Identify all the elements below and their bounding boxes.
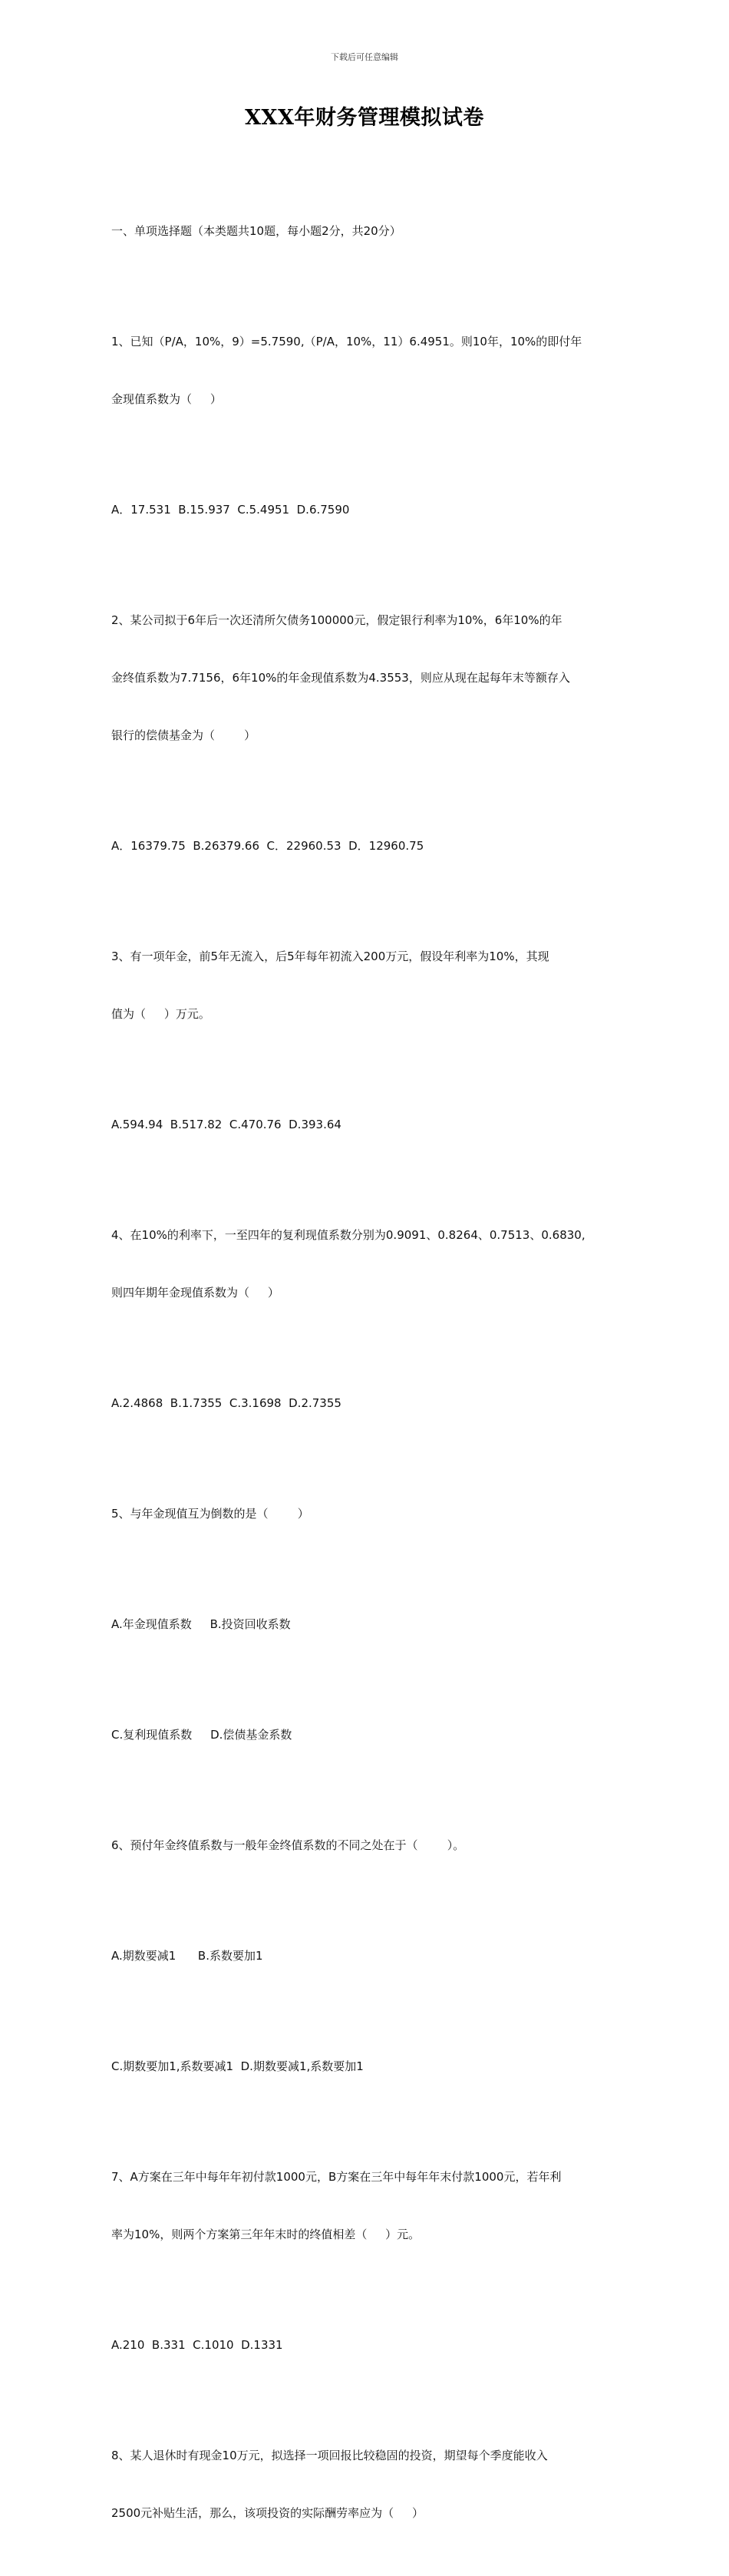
question-6-options-row-2	[111, 2019, 622, 2115]
question-2-line-1: 2、某公司拟于6年后一次还清所欠债务100000元，假定银行利率为10%，6年10%的年	[111, 613, 562, 627]
question-5-options-text-2: C.复利现值系数 D.偿债基金系数	[111, 1728, 292, 1742]
question-8	[111, 2408, 622, 2561]
question-3	[111, 909, 622, 1062]
question-2	[111, 573, 622, 784]
question-5-options-row-2	[111, 1687, 622, 1783]
document-title: XXX年财务管理模拟试卷	[245, 106, 484, 130]
question-4	[111, 1187, 622, 1341]
question-5	[111, 1466, 622, 1562]
question-6	[111, 1798, 622, 1894]
question-6-options-row-1	[111, 1908, 622, 2004]
question-7	[111, 2129, 622, 2283]
question-5-line-1: 5、与年金现值互为倒数的是（ ）	[111, 1507, 309, 1521]
question-7-line-2: 率为10%，则两个方案第三年年末时的终值相差（ ）元。	[111, 2228, 421, 2241]
question-7-line-1: 7、A方案在三年中每年年初付款1000元，B方案在三年中每年年末付款1000元，若年利	[111, 2170, 562, 2184]
question-3-options	[111, 1077, 622, 1173]
question-2-options	[111, 798, 622, 894]
question-5-options-text-1: A.年金现值系数 B.投资回收系数	[111, 1617, 291, 1631]
question-4-options	[111, 1356, 622, 1451]
question-1-line-1: 1、已知（P/A，10%，9）=5.7590,（P/A，10%，11）6.4951。则10年，10%的即付年	[111, 335, 582, 348]
question-7-options-text: A.210 B.331 C.1010 D.1331	[111, 2338, 283, 2352]
question-6-options-text-1: A.期数要减1 B.系数要加1	[111, 1949, 263, 1963]
page-header-note: 下载后可任意编辑	[331, 52, 398, 62]
question-1-options-text: A．17.531 B.15.937 C.5.4951 D.6.7590	[111, 503, 350, 517]
question-2-line-3: 银行的偿债基金为（ ）	[111, 728, 256, 742]
question-2-options-text: A．16379.75 B.26379.66 C．22960.53 D．12960.75	[111, 839, 424, 853]
question-4-options-text: A.2.4868 B.1.7355 C.3.1698 D.2.7355	[111, 1396, 341, 1410]
question-5-options-row-1	[111, 1577, 622, 1673]
question-7-options	[111, 2297, 622, 2393]
question-4-line-2: 则四年期年金现值系数为（ ）	[111, 1286, 279, 1300]
question-3-line-2: 值为（ ）万元。	[111, 1007, 210, 1021]
question-2-line-2: 金终值系数为7.7156，6年10%的年金现值系数为4.3553，则应从现在起每年末等额存入	[111, 671, 570, 685]
question-3-line-1: 3、有一项年金，前5年无流入，后5年每年初流入200万元，假设年利率为10%，其现	[111, 949, 549, 963]
document-body	[111, 183, 622, 2576]
question-6-line-1: 6、预付年金终值系数与一般年金终值系数的不同之处在于（ ）。	[111, 1838, 465, 1852]
question-1	[111, 294, 622, 447]
section-heading	[111, 183, 622, 279]
question-8-line-2: 2500元补贴生活，那么，该项投资的实际酬劳率应为（ ）	[111, 2506, 424, 2520]
section-heading-text: 一、单项选择题（本类题共10题，每小题2分，共20分）	[111, 224, 401, 238]
question-8-line-1: 8、某人退休时有现金10万元，拟选择一项回报比较稳固的投资，期望每个季度能收入	[111, 2449, 548, 2462]
question-3-options-text: A.594.94 B.517.82 C.470.76 D.393.64	[111, 1118, 341, 1131]
question-6-options-text-2: C.期数要加1,系数要减1 D.期数要减1,系数要加1	[111, 2059, 364, 2073]
question-4-line-1: 4、在10%的利率下，一至四年的复利现值系数分别为0.9091、0.8264、0.7513、0.6830,	[111, 1228, 586, 1242]
question-1-line-2: 金现值系数为（ ）	[111, 392, 222, 406]
question-1-options	[111, 462, 622, 558]
